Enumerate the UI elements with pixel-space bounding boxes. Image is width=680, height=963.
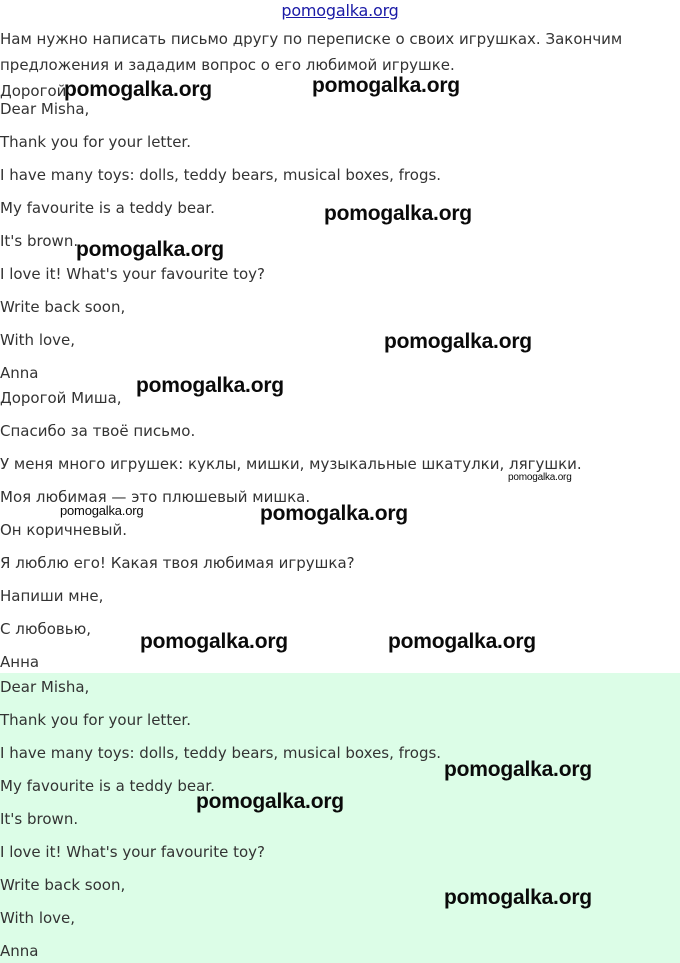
task-text-line: предложения и зададим вопрос о его любимой игрушке. <box>0 56 455 74</box>
answer-line: My favourite is a teddy bear. <box>0 777 215 795</box>
task-text-line: Дорогой <box>0 82 67 100</box>
answer-line: Write back soon, <box>0 876 126 894</box>
letter-ru-line: Напиши мне, <box>0 587 104 605</box>
watermark: pomogalka.org <box>444 886 592 909</box>
letter-en-line: Dear Misha, <box>0 100 90 118</box>
letter-en-line: Thank you for your letter. <box>0 133 191 151</box>
watermark: pomogalka.org <box>444 758 592 781</box>
answer-line: Dear Misha, <box>0 678 90 696</box>
letter-en-line: I have many toys: dolls, teddy bears, musical boxes, frogs. <box>0 166 442 184</box>
letter-ru-line: Я люблю его! Какая твоя любимая игрушка? <box>0 554 355 572</box>
letter-en-line: Write back soon, <box>0 298 126 316</box>
answer-line: With love, <box>0 909 76 927</box>
answer-line: I love it! What's your favourite toy? <box>0 843 265 861</box>
letter-en-line: I love it! What's your favourite toy? <box>0 265 265 283</box>
answer-line: Thank you for your letter. <box>0 711 191 729</box>
letter-en-line: My favourite is a teddy bear. <box>0 199 215 217</box>
watermark: pomogalka.org <box>388 630 536 653</box>
watermark: pomogalka.org <box>508 472 572 483</box>
letter-ru-line: У меня много игрушек: куклы, мишки, музыкальные шкатулки, лягушки. <box>0 455 582 473</box>
watermark: pomogalka.org <box>312 74 460 97</box>
task-text-line: Нам нужно написать письмо другу по переписке о своих игрушках. Закончим <box>0 30 623 48</box>
answer-line: I have many toys: dolls, teddy bears, musical boxes, frogs. <box>0 744 442 762</box>
watermark: pomogalka.org <box>136 374 284 397</box>
watermark: pomogalka.org <box>384 330 532 353</box>
watermark: pomogalka.org <box>60 503 144 518</box>
letter-en-line: It's brown. <box>0 232 79 250</box>
watermark: pomogalka.org <box>64 78 212 101</box>
site-link[interactable]: pomogalka.org <box>281 1 399 20</box>
site-header <box>0 0 680 24</box>
watermark: pomogalka.org <box>260 502 408 525</box>
watermark: pomogalka.org <box>140 630 288 653</box>
answer-line: Anna <box>0 942 39 960</box>
watermark: pomogalka.org <box>324 202 472 225</box>
letter-ru-line: С любовью, <box>0 620 91 638</box>
letter-ru-line: Моя любимая — это плюшевый мишка. <box>0 488 311 506</box>
watermark: pomogalka.org <box>76 238 224 261</box>
letter-ru-line: Дорогой Миша, <box>0 389 122 407</box>
letter-en-line: With love, <box>0 331 76 349</box>
letter-en-line: Anna <box>0 364 39 382</box>
answer-line: It's brown. <box>0 810 79 828</box>
letter-ru-line: Спасибо за твоё письмо. <box>0 422 196 440</box>
watermark: pomogalka.org <box>196 790 344 813</box>
letter-ru-line: Анна <box>0 653 40 671</box>
letter-ru-line: Он коричневый. <box>0 521 127 539</box>
